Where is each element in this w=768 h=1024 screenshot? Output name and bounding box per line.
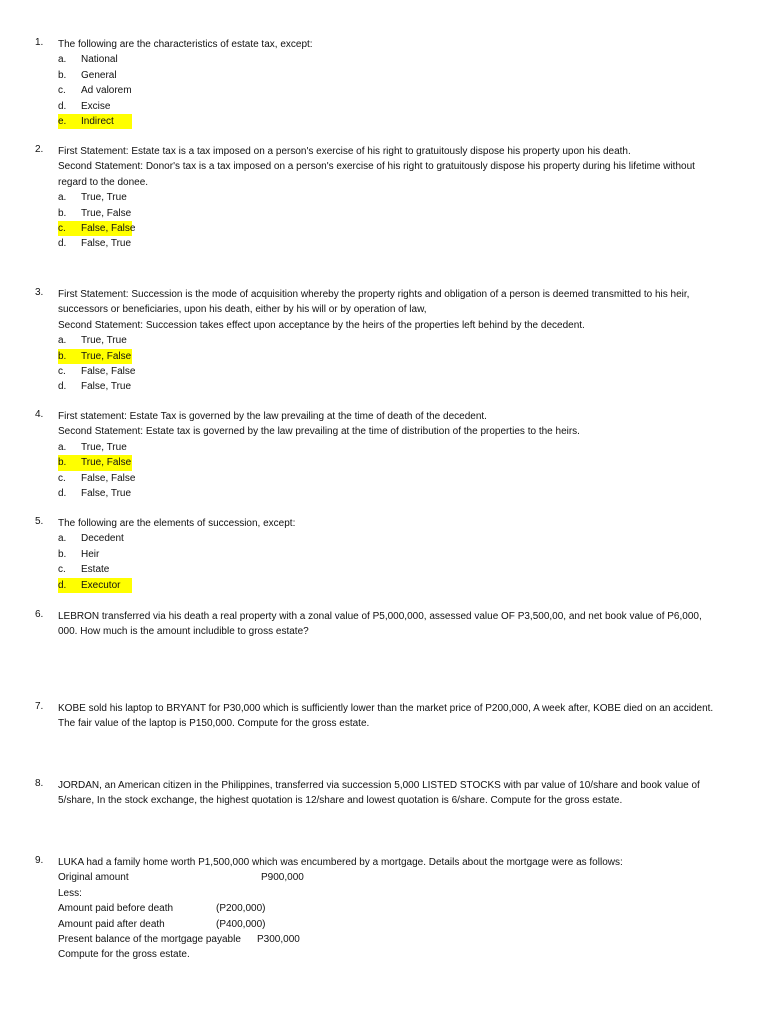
question-stem-line: First statement: Estate Tax is governed by the law prevailing at the time of death of the decedent. [58,411,487,422]
question-stem-line: successors or beneficiaries, upon his death, either by his will or by operation of law, [58,304,427,316]
option-b: b. General [58,69,117,81]
question-stem-line: Second Statement: Estate tax is governed by the law prevailing at the time of distribution of the properties to the heirs. [58,426,580,438]
mortgage-row-paid-after [58,917,738,932]
question-body [58,516,738,593]
question-stem: The following are the characteristics of estate tax, except: [58,39,313,50]
question-stem-line: The fair value of the laptop is P150,000. Compute for the gross estate. [58,718,370,730]
option-d: d. False, True [58,381,132,393]
question-body [58,778,738,809]
mortgage-row-paid-before [58,901,738,916]
question-body [58,37,738,129]
mortgage-row-less [58,886,738,901]
question-stem-line: First Statement: Succession is the mode of acquisition whereby the property rights and obligation of a person is deemed transmitted to his heir, [58,289,690,300]
option-b: b. Heir [58,548,100,560]
option-c-highlighted: c. False, False [58,221,132,236]
option-c: c. Estate [58,564,110,576]
row-value: (P200,000) [216,903,266,915]
option-c: c. False, False [58,472,136,484]
option-b-highlighted: b. True, False [58,349,132,364]
option-d: d. False, True [58,487,132,499]
question-number: 5. [35,516,44,527]
row-value: (P400,000) [216,918,266,930]
question-stem-line: Second Statement: Donor's tax is a tax imposed on a person's exercise of his right to gratuitously dispose his property during his lifetime without [58,161,695,173]
question-stem-line: JORDAN, an American citizen in the Philippines, transferred via succession 5,000 LISTED STOCKS with par value of 10/share and book value of [58,780,700,791]
option-e-highlighted: e. Indirect [58,114,132,129]
question-stem: LUKA had a family home worth P1,500,000 which was encumbered by a mortgage. Details about the mortgage were as follows: [58,857,623,868]
option-b-highlighted: b. True, False [58,455,132,470]
question-body [58,609,738,640]
option-a: a. True, True [58,192,127,204]
mortgage-row-original [58,870,738,885]
option-a: a. National [58,54,118,66]
option-a: a. True, True [58,335,127,347]
question-stem: The following are the elements of succession, except: [58,518,296,529]
question-number: 9. [35,855,44,866]
row-label: Original amount [58,872,129,884]
option-d: d. False, True [58,238,132,250]
question-number: 2. [35,144,44,155]
row-value: P300,000 [257,933,300,945]
option-d: d. Excise [58,100,111,112]
mortgage-row-present-balance [58,932,738,947]
question-body [58,144,738,252]
question-number: 4. [35,409,44,420]
question-body [58,855,738,963]
row-label: Amount paid before death [58,903,174,915]
question-number: 8. [35,778,44,789]
question-number: 3. [35,287,44,298]
row-value: P900,000 [261,872,304,884]
option-b: b. True, False [58,207,132,219]
row-label: Less: [58,887,82,899]
question-stem-line: 000. How much is the amount includible to gross estate? [58,626,309,638]
question-body [58,409,738,501]
question-stem-line: regard to the donee. [58,176,149,188]
question-number: 7. [35,701,44,712]
row-label: Present balance of the mortgage payable [58,933,241,945]
option-a: a. Decedent [58,533,124,545]
row-label: Compute for the gross estate. [58,949,190,961]
question-prompt [58,947,738,962]
question-number: 6. [35,609,44,620]
question-stem-line: First Statement: Estate tax is a tax imposed on a person's exercise of his right to gratuitously dispose his property upon his death. [58,146,631,157]
question-body [58,701,738,732]
row-label: Amount paid after death [58,918,165,930]
question-stem-line: 5/share, In the stock exchange, the highest quotation is 12/share and lowest quotation is 6/share. Compute for the gross estate. [58,795,623,807]
question-stem-line: LEBRON transferred via his death a real property with a zonal value of P5,000,000, assessed value OF P3,500,00, and net book value of P6,000, [58,611,702,622]
option-a: a. True, True [58,441,127,453]
option-c: c. Ad valorem [58,85,132,97]
question-body [58,287,738,395]
option-c: c. False, False [58,366,136,377]
question-number: 1. [35,37,44,48]
question-stem-line: KOBE sold his laptop to BRYANT for P30,000 which is sufficiently lower than the market price of P200,000, A week after, KOBE died on an accident. [58,703,714,714]
question-stem-line: Second Statement: Succession takes effect upon acceptance by the heirs of the properties left behind by the decedent. [58,319,585,331]
option-d-highlighted: d. Executor [58,578,132,593]
